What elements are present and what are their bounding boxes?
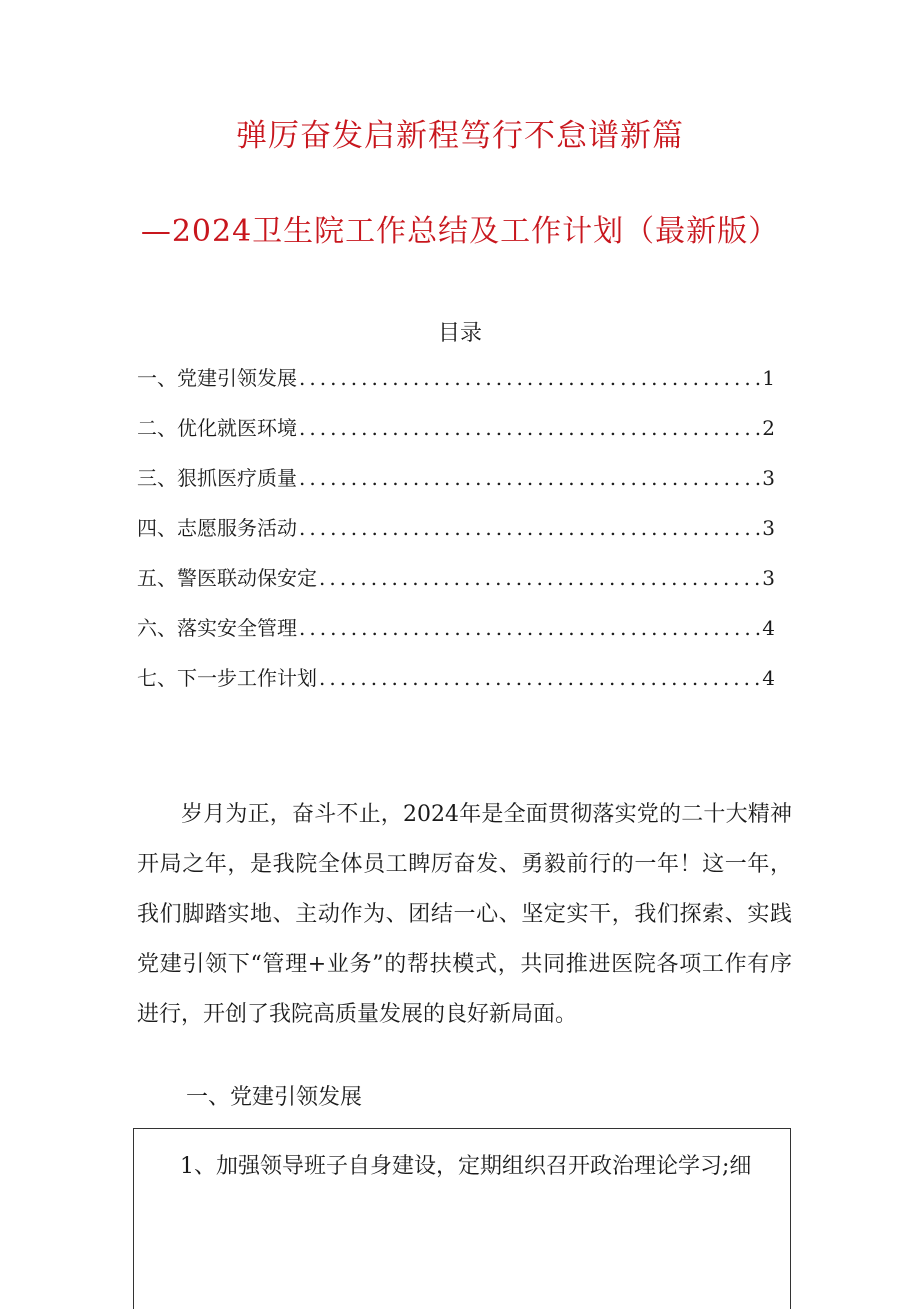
toc-entry-page: 4 [762,616,775,640]
toc-entry-label: 一、党建引领发展 [137,366,297,390]
document-title: 弹厉奋发启新程笃行不怠谱新篇 [236,118,684,154]
toc-entry-page: 3 [762,566,775,590]
document-subtitle: —2024卫生院工作总结及工作计划（最新版） [140,214,780,249]
toc-entry-page: 4 [762,666,775,690]
toc-entry[interactable] [137,562,775,612]
intro-paragraph: 岁月为正，奋斗不止，2024年是全面贯彻落实党的二十大精神开局之年，是我院全体员工睥厉奋发、勇毅前行的一年！这一年，我们脚踏实地、主动作为、团结一心、坚定实干，我们探索、实践党建引领下“管理+业务”的帮扶模式，共同推进医院各项工作有序进行，开创了我院高质量发展的良好新局面。 [137,802,792,1027]
toc-entry-label: 二、优化就医环境 [137,416,297,440]
toc-entry-page: 3 [762,516,775,540]
toc-heading: 目录 [437,321,482,346]
toc-entry-page: 2 [762,416,775,440]
toc-leader-dots [299,616,760,640]
content-box [133,1128,791,1309]
toc-entry-page: 3 [762,466,775,490]
toc-entry-label: 四、志愿服务活动 [137,516,297,540]
toc-entry[interactable] [137,412,775,462]
toc-leader-dots [319,666,760,690]
toc-entry-label: 六、落实安全管理 [137,616,297,640]
toc-entry[interactable] [137,362,775,412]
toc-entry[interactable] [137,462,775,512]
toc-entry[interactable] [137,612,775,662]
toc-leader-dots [319,566,760,590]
toc-leader-dots [299,416,760,440]
toc-entry[interactable] [137,662,775,712]
table-of-contents [137,362,775,712]
toc-leader-dots [299,466,760,490]
toc-entry-label: 七、下一步工作计划 [137,666,317,690]
toc-leader-dots [299,366,760,390]
section-heading: 一、党建引领发展 [186,1085,363,1110]
toc-entry[interactable] [137,512,775,562]
section-item-text: 1、加强领导班子自身建设，定期组织召开政治理论学习;细 [180,1154,752,1179]
toc-entry-page: 1 [762,366,775,390]
toc-leader-dots [299,516,760,540]
toc-entry-label: 三、狠抓医疗质量 [137,466,297,490]
toc-entry-label: 五、警医联动保安定 [137,566,317,590]
